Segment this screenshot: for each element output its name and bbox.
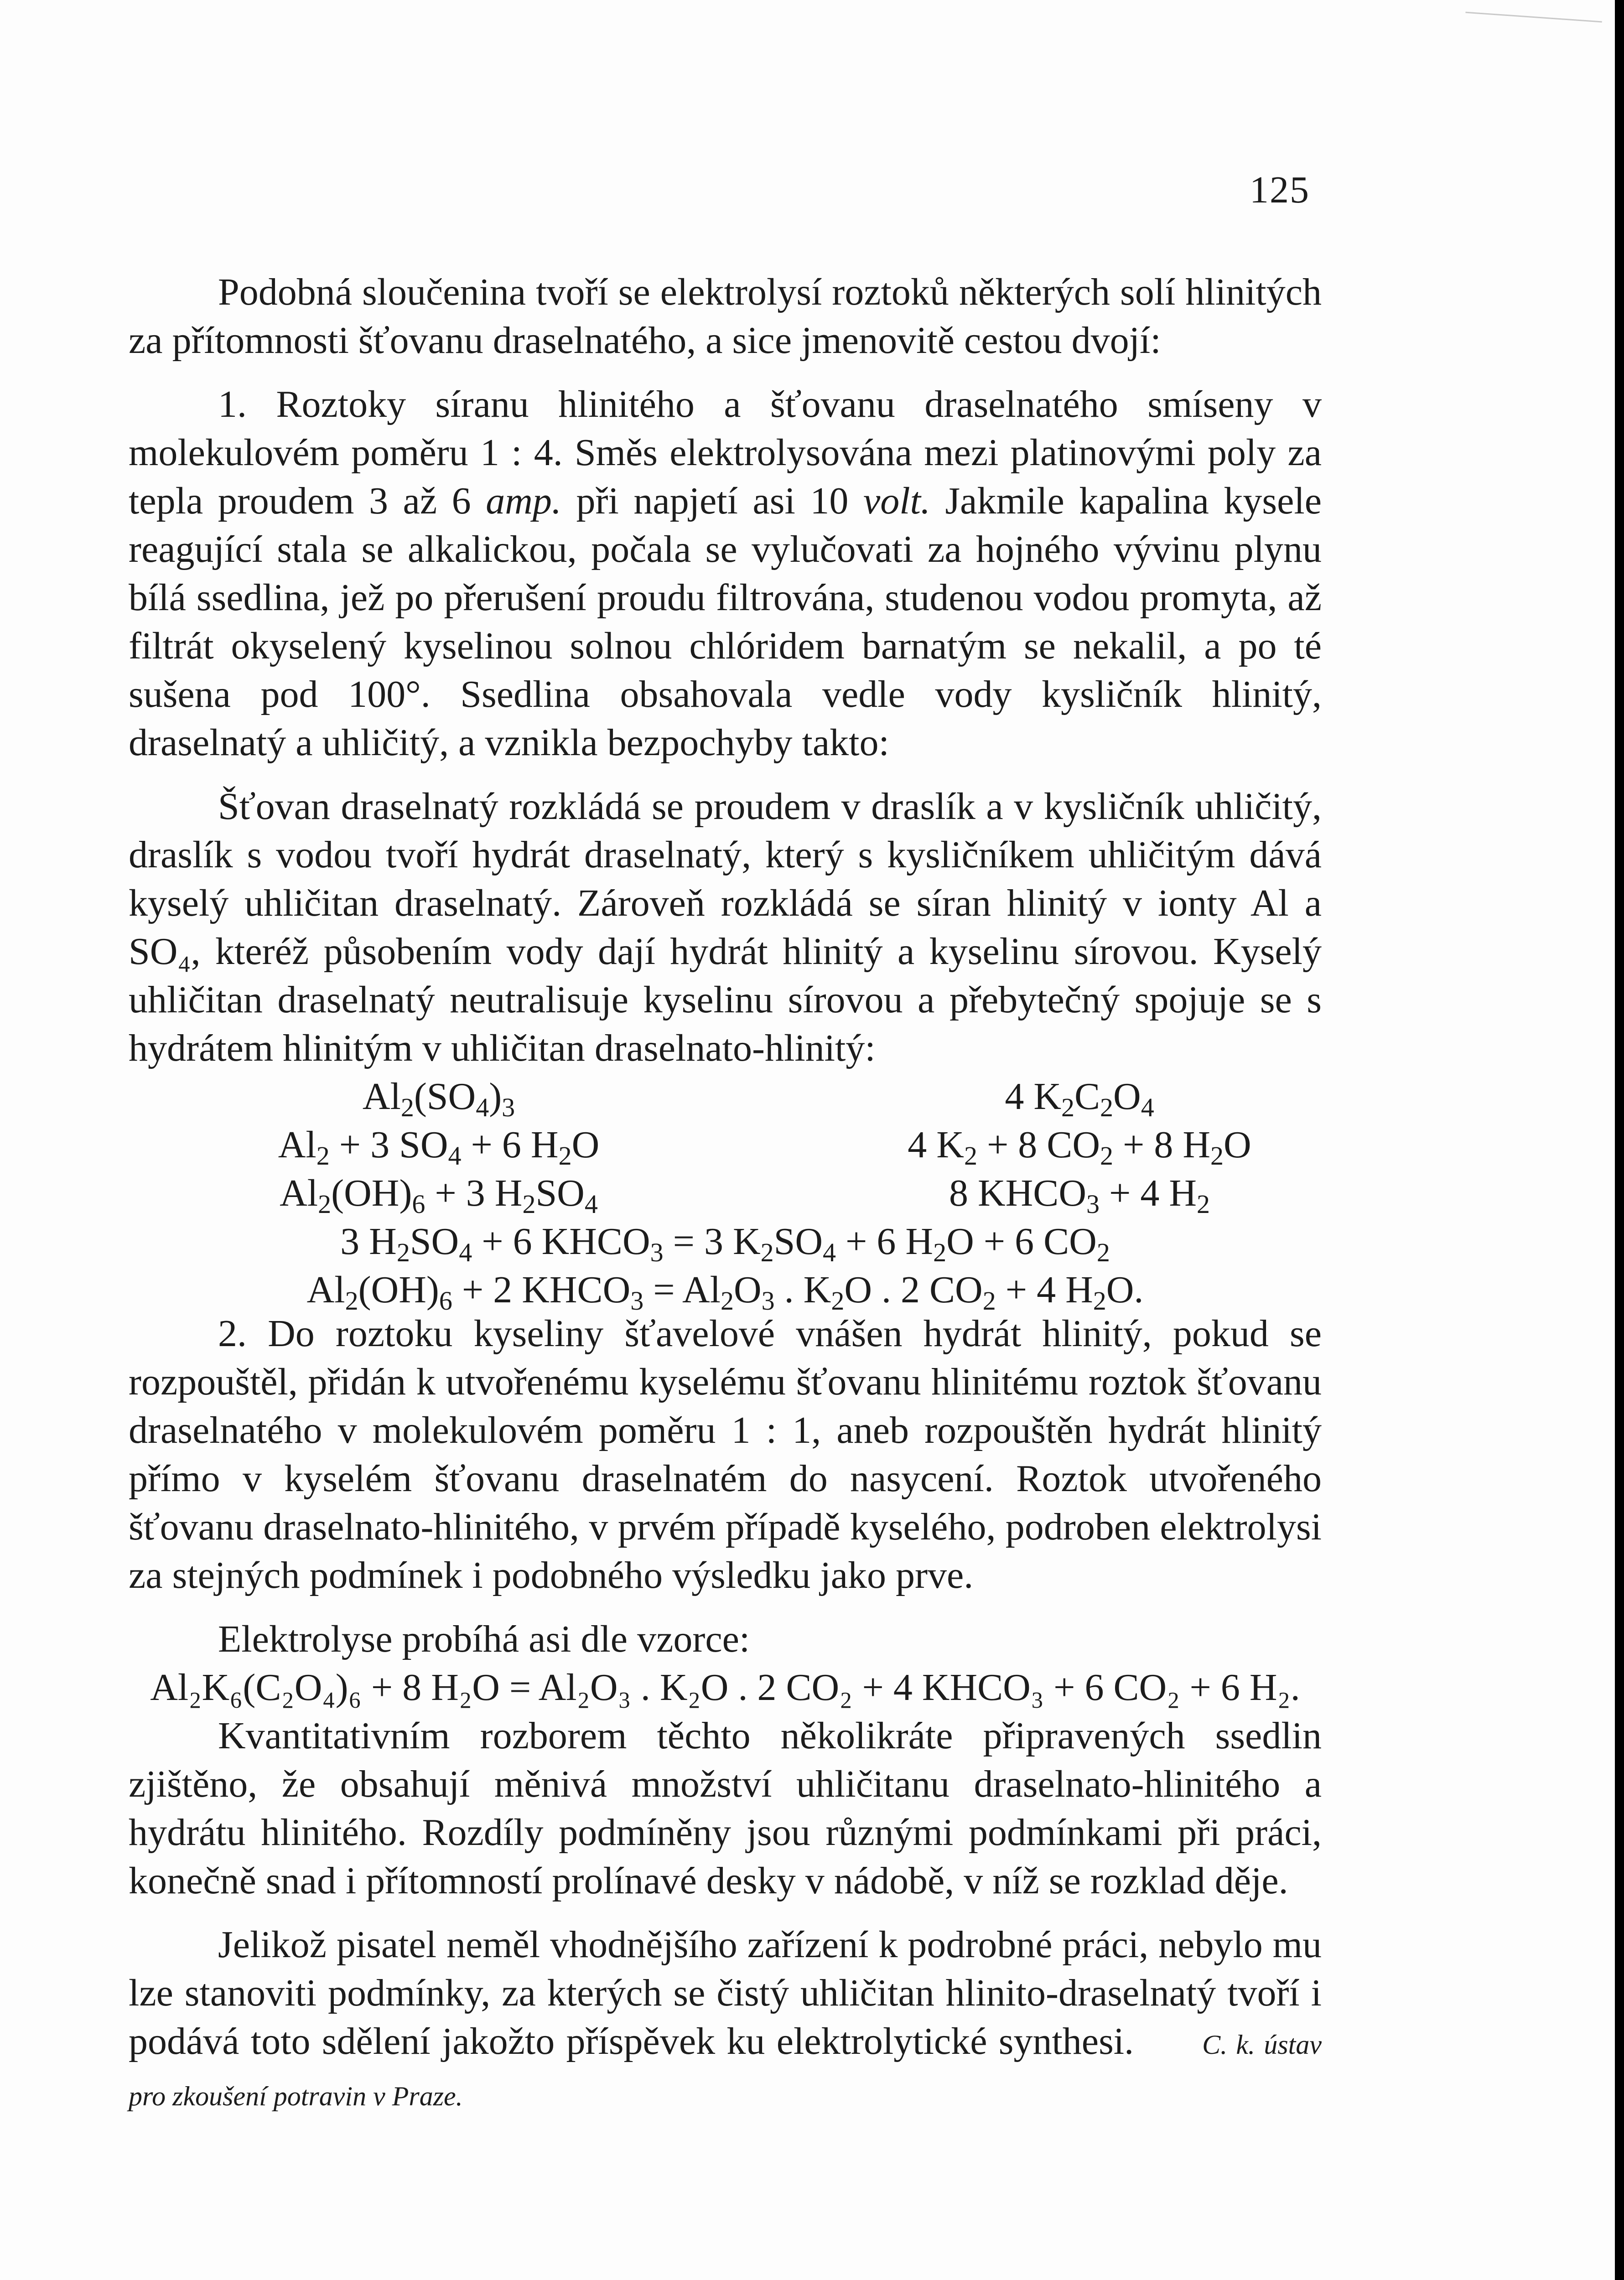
- paragraph-conclusion: [129, 1921, 1322, 2120]
- equation-left-2: $Al_2 + 3$ $SO_4 + 6$ $H_2O$: [278, 1124, 600, 1171]
- reaction-equations: [129, 1073, 1322, 1316]
- paragraph-electrolysis: Elektrolyse probíhá asi dle vzorce:: [218, 1618, 750, 1660]
- body-text: [129, 268, 1322, 2120]
- equation-combined-1: 3 $H_2SO_4 + 6$ $KHCO_3 = 3$ $K_2SO_4 + 6$ $H_2O + 6$ $CO_2$: [340, 1220, 1110, 1267]
- conclusion-text: Jelikož pisatel neměl vhodnějšího zařízení k podrobné práci, nebylo mu lze stanoviti podmínky, za kterých se čistý uhličitan hlinito-draselnatý tvoří i podává toto sdělení jakožto příspěvek ku elektrolytické synthesi.: [129, 1923, 1322, 2062]
- paragraph-analysis: Kvantitativním rozborem těchto několikráte připravených ssedlin zjištěno, že obsahují měnivá množství uhličitanu draselnato-hlinitého a hydrátu hlinitého. Rozdíly podmíněny jsou různými podmínkami při práci, konečně snad i přítomností prolínavé desky v nádobě, v níž se rozklad děje.: [129, 1715, 1322, 1902]
- method-1-text-b: při napjetí asi 10: [561, 480, 863, 522]
- paragraph-method-2: 2. Do roztoku kyseliny šťavelové vnášen hydrát hlinitý, pokud se rozpouštěl, přidán k utvořenému kyselému šťovanu hlinitému roztok šťovanu draselnatého v molekulovém poměru 1 : 1, aneb rozpouštěn hydrát hlinitý přímo v kyselém šťovanu draselnatém do nasycení. Roztok utvořeného šťovanu draselnato-hlinitého, v prvém případě kyselého, podroben elektrolysi za stejných podmínek i podobného výsledku jako prve.: [129, 1312, 1322, 1596]
- paragraph-mechanism: Šťovan draselnatý rozkládá se proudem v draslík a v kysličník uhličitý, draslík s vodou tvoří hydrát draselnatý, který s kysličníkem uhličitým dává kyselý uhličitan draselnatý. Zároveň rozkládá se síran hlinitý v ionty Al a SO₄, kteréž působením vody dají hydrát hlinitý a kyselinu sírovou. Kyselý uhličitan draselnatý neutralisuje kyselinu sírovou a přebytečný spojuje se s hydrátem hlinitým v uhličitan draselnato-hlinitý:: [129, 785, 1322, 1069]
- paragraph-method-1: [129, 380, 1322, 767]
- paragraph-intro: Podobná sloučenina tvoří se elektrolysí roztoků některých solí hlinitých za přítomnosti šťovanu draselnatého, a sice jmenovitě cestou dvojí:: [129, 271, 1322, 362]
- page-number: 125: [1250, 169, 1310, 211]
- equations-left-column: [220, 1073, 658, 1218]
- equation-right-2: 4 $K_2 + 8$ $CO_2 + 8$ $H_2O$: [908, 1124, 1251, 1171]
- scan-edge-mark: [1463, 12, 1602, 50]
- equation-left-1: $Al_2(SO_4)_3$: [362, 1075, 515, 1122]
- equation-right-1: 4 $K_2C_2O_4$: [1005, 1075, 1154, 1122]
- equation-electrolysis: Al₂K₆(C₂O₄)₆ + 8 H₂O = Al₂O₃ . K₂O . 2 CO₂ + 4 KHCO₃ + 6 CO₂ + 6 H₂.: [150, 1666, 1300, 1709]
- unit-amp: amp.: [486, 480, 561, 522]
- equation-right-3: 8 $KHCO_3 + 4$ $H_2$: [949, 1172, 1210, 1219]
- equation-combined-2: $Al_2(OH)_6 + 2$ $KHCO_3 = Al_2O_3$ . $K_2O$ . 2 $CO_2 + 4$ $H_2O$.: [306, 1269, 1144, 1316]
- unit-volt: volt.: [863, 480, 930, 522]
- equations-right-column: [849, 1073, 1310, 1218]
- method-1-text-c: Jakmile kapalina kysele reagující stala se alkalickou, počala se vylučovati za hojného vývinu plynu bílá ssedlina, jež po přerušení proudu filtrována, studenou vodou promyta, až filtrát okyselený kyselinou solnou chlóridem barnatým se nekalil, a po té sušena pod 100°. Ssedlina obsahovala vedle vody kysličník hlinitý, draselnatý a uhličitý, a vznikla bezpochyby takto:: [129, 480, 1322, 764]
- method-1-text-a: 1. Roztoky síranu hlinitého a šťovanu draselnatého smíseny v molekulovém poměru 1 : 4. Směs elektrolysována mezi platinovými poly za tepla proudem 3 až 6: [129, 383, 1322, 522]
- institution-signature: C. k. ústav pro zkoušení potravin v Praze.: [129, 2030, 1322, 2111]
- equation-left-3: $Al_2(OH)_6 + 3$ $H_2SO_4$: [280, 1172, 598, 1219]
